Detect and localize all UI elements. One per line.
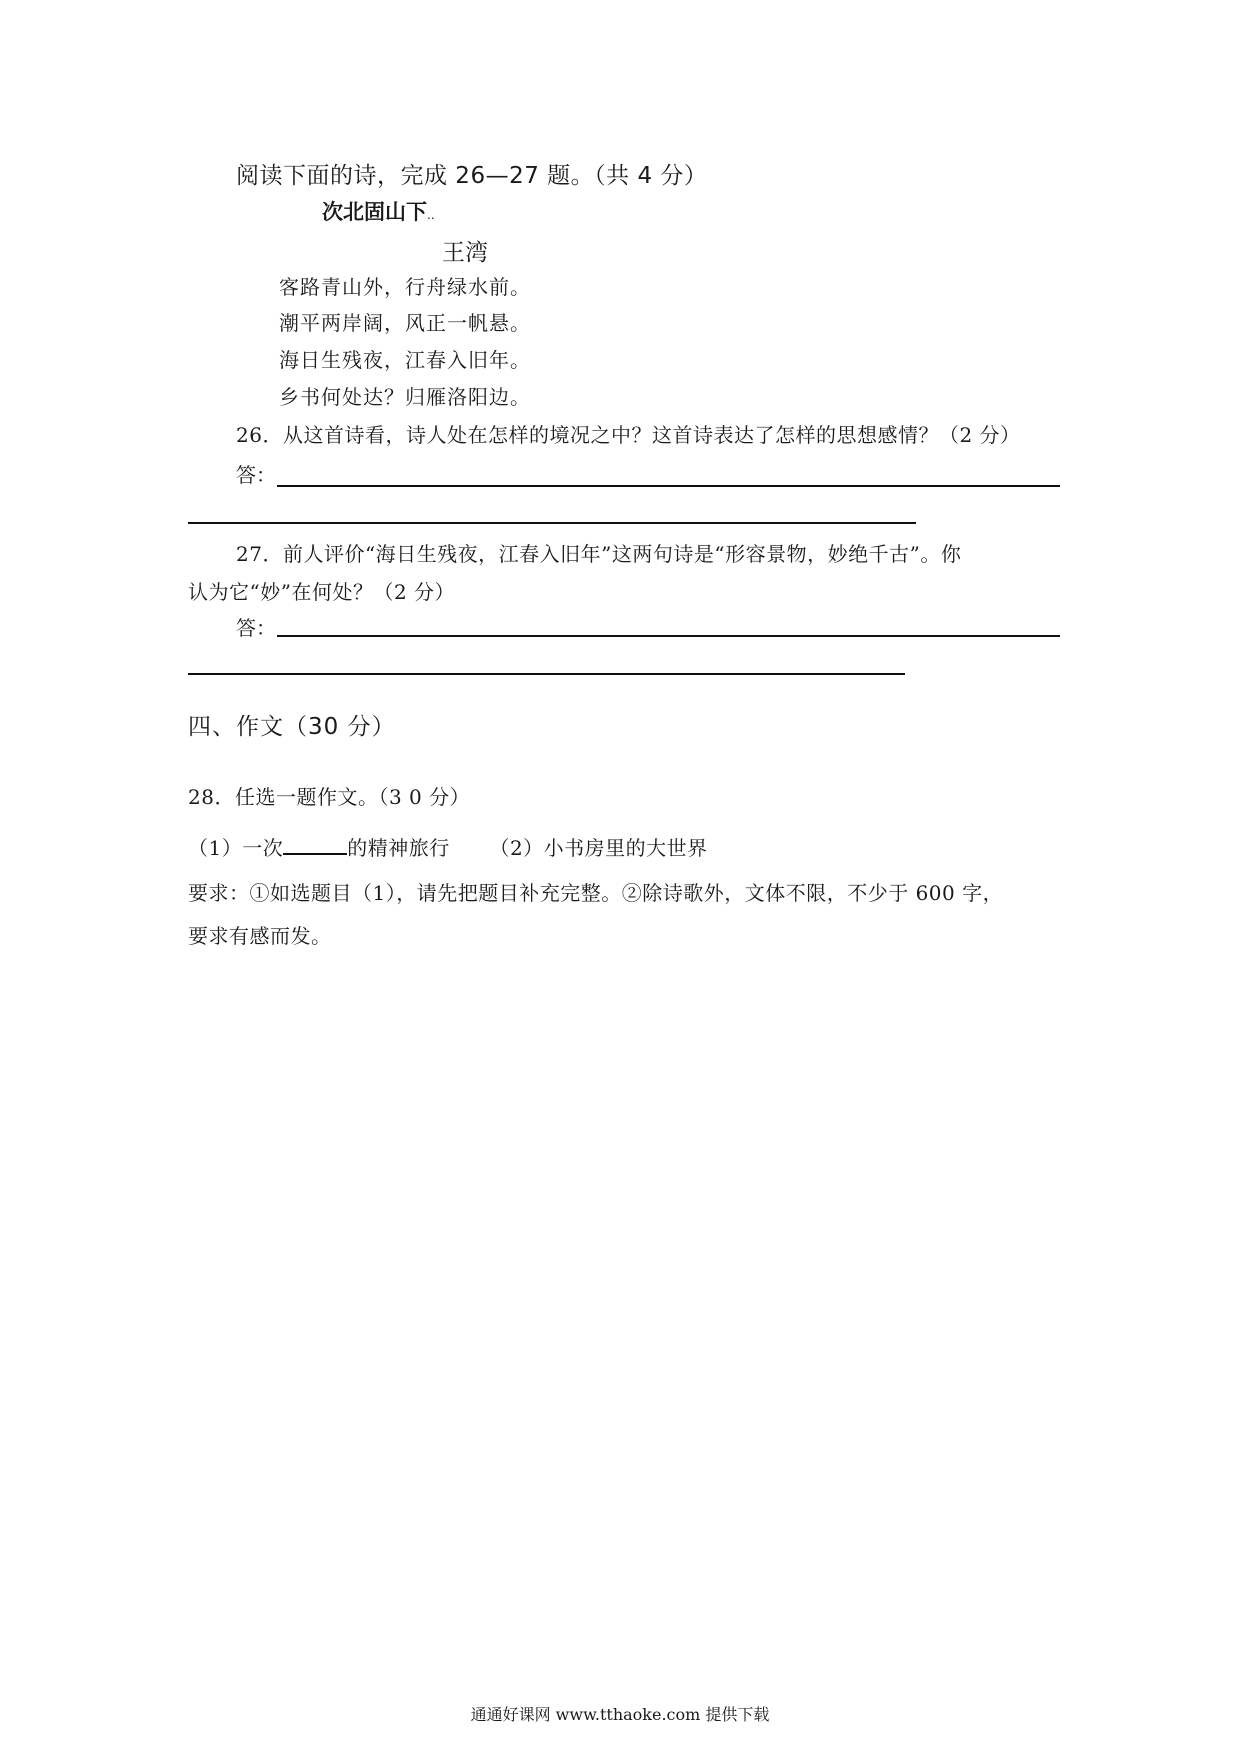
poem-line-4: 乡书何处达？归雁洛阳边。: [279, 385, 531, 409]
answer-line-27a: [277, 635, 1060, 637]
reading-intro: 阅读下面的诗，完成 26—27 题。（共 4 分）: [236, 163, 708, 189]
option-2: （2）小书房里的大世界: [489, 836, 708, 860]
section-heading-composition: 四、作文（30 分）: [188, 714, 396, 740]
poem-line-3: 海日生残夜，江春入旧年。: [279, 348, 531, 372]
poem-line-1: 客路青山外，行舟绿水前。: [279, 275, 531, 299]
poem-author: 王湾: [442, 240, 488, 266]
answer-line-26b: [188, 522, 916, 524]
answer-line-27b: [188, 673, 905, 675]
question-27-line2: 认为它“妙”在何处？（2 分）: [188, 580, 456, 604]
answer-label-26: 答：: [236, 463, 276, 487]
requirement-line-1: 要求：①如选题目（1），请先把题目补充完整。②除诗歌外，文体不限，不少于 600 字，: [188, 881, 1004, 905]
option-1-prefix: （1）一次: [188, 836, 284, 860]
poem-title-dots: ..: [427, 208, 435, 222]
footer-source: 通通好课网 www.tthaoke.com 提供下载: [470, 1705, 770, 1724]
question-26: 26．从这首诗看，诗人处在怎样的境况之中？这首诗表达了怎样的思想感情？（2 分）: [236, 423, 1021, 447]
poem-line-2: 潮平两岸阔，风正一帆悬。: [279, 311, 531, 335]
option-1-blank: [283, 835, 347, 855]
question-28: 28．任选一题作文。（3 0 分）: [188, 785, 471, 809]
answer-line-26a: [277, 485, 1060, 487]
answer-label-27: 答：: [236, 616, 276, 640]
option-1-suffix: 的精神旅行: [347, 836, 450, 860]
poem-title-text: 次北固山下: [322, 200, 427, 224]
question-27-line1: 27．前人评价“海日生残夜，江春入旧年”这两句诗是“形容景物，妙绝千古”。你: [236, 542, 962, 566]
poem-title: [322, 196, 435, 226]
requirement-line-2: 要求有感而发。: [188, 924, 332, 948]
composition-options: [188, 832, 708, 861]
